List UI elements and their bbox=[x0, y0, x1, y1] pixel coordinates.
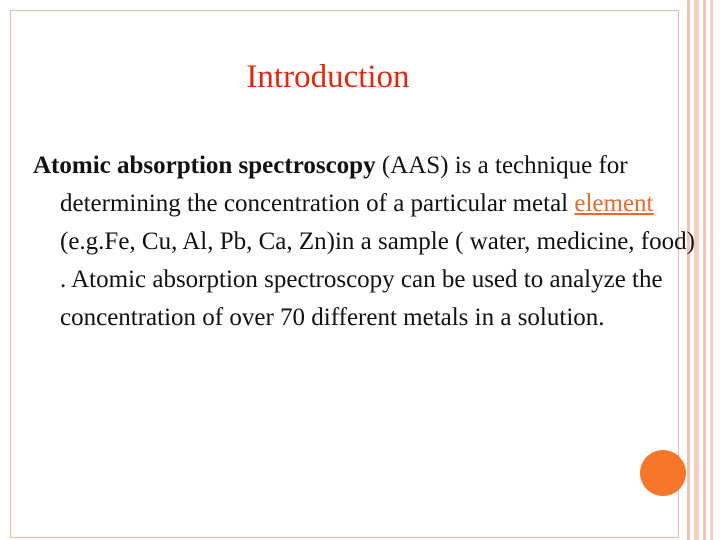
decorative-stripe bbox=[710, 0, 713, 540]
element-link[interactable]: element bbox=[574, 190, 654, 217]
accent-circle bbox=[640, 450, 686, 496]
paragraph-text: (AAS) is a technique for determining the concentration of a particular metal bbox=[60, 152, 628, 217]
decorative-stripe bbox=[703, 0, 706, 540]
intro-paragraph bbox=[33, 147, 700, 337]
key-term: Atomic absorption spectroscopy bbox=[33, 152, 376, 179]
paragraph-text: (e.g.Fe, Cu, Al, Pb, Ca, Zn)in a sample ( water, medicine, food) . Atomic absorption spectroscopy can be used to analyze the concentration of over 70 different metals in a solution. bbox=[60, 228, 695, 331]
slide-title: Introduction bbox=[246, 59, 410, 95]
